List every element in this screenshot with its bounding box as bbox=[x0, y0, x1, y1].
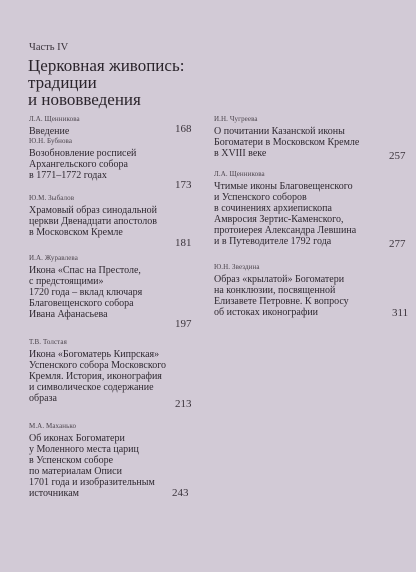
entry-title-line: и символическое содержание bbox=[29, 382, 154, 393]
entry-title-line: и Успенского соборов bbox=[214, 192, 307, 203]
entry-author: Л.А. Щенникова bbox=[214, 170, 265, 178]
toc-entry[interactable] bbox=[29, 254, 142, 320]
entry-title bbox=[29, 148, 136, 181]
entry-title-line: Возобновление росписей bbox=[29, 148, 137, 159]
entry-title-line: у Моленного места цариц bbox=[29, 444, 139, 455]
entry-title-line: с предстоящими» bbox=[29, 276, 104, 287]
entry-title-line: Чтимые иконы Благовещенского bbox=[214, 181, 353, 192]
toc-entry[interactable] bbox=[29, 338, 166, 404]
entry-author: Т.В. Толстая bbox=[29, 338, 67, 346]
entry-title-line: Благовещенского собора bbox=[29, 298, 134, 309]
toc-entry[interactable] bbox=[214, 115, 359, 159]
entry-author: Ю.Н. Бубнова bbox=[29, 137, 73, 145]
entry-author: И.А. Журавлева bbox=[29, 254, 78, 262]
entry-page-number: 311 bbox=[392, 307, 409, 319]
entry-title-line: Успенского собора Московского bbox=[29, 360, 167, 371]
entry-title-line: церкви Двенадцати апостолов bbox=[29, 216, 157, 227]
entry-title bbox=[29, 126, 80, 137]
entry-author: Л.А. Щенникова bbox=[29, 115, 80, 123]
entry-title-line: в Московском Кремле bbox=[29, 227, 123, 238]
entry-title-line: О почитании Казанской иконы bbox=[214, 126, 345, 137]
entry-title-line: и в Путеводителе 1792 года bbox=[214, 236, 332, 247]
section-title-line: Церковная живопись: bbox=[28, 56, 185, 75]
section-title-line: традиции bbox=[28, 73, 97, 92]
section-title bbox=[28, 57, 184, 108]
entry-title-line: на конклюзии, посвященной bbox=[214, 285, 336, 296]
entry-title-line: 1720 года – вклад ключаря bbox=[29, 287, 143, 298]
entry-title-line: Амвросия Зертис-Каменского, bbox=[214, 214, 344, 225]
entry-title-line: 1701 года и изобразительным bbox=[29, 477, 155, 488]
entry-title-line: Икона «Спас на Престоле, bbox=[29, 265, 141, 276]
entry-page-number: 213 bbox=[175, 398, 192, 410]
entry-title-line: Елизавете Петровне. К вопросу bbox=[214, 296, 349, 307]
toc-entry[interactable] bbox=[29, 194, 157, 238]
entry-title-line: Введение bbox=[29, 126, 70, 137]
entry-page-number: 197 bbox=[175, 318, 192, 330]
entry-page-number: 257 bbox=[389, 150, 406, 162]
entry-title-line: Образ «крылатой» Богоматери bbox=[214, 274, 345, 285]
entry-title-line: Богоматери в Московском Кремле bbox=[214, 137, 360, 148]
entry-title-line: Икона «Богоматерь Кипрская» bbox=[29, 349, 160, 360]
entry-title-line: в 1771–1772 годах bbox=[29, 170, 107, 181]
entry-title-line: в XVIII веке bbox=[214, 148, 267, 159]
entry-page-number: 173 bbox=[175, 179, 192, 191]
entry-page-number: 243 bbox=[172, 487, 189, 499]
entry-title bbox=[29, 433, 155, 499]
entry-title-line: источникам bbox=[29, 488, 79, 499]
entry-title bbox=[214, 126, 359, 159]
entry-page-number: 168 bbox=[175, 123, 192, 135]
entry-title-line: в сочинениях архиепископа bbox=[214, 203, 332, 214]
entry-title-line: Ивана Афанасьева bbox=[29, 309, 108, 320]
toc-entry[interactable] bbox=[214, 170, 356, 247]
entry-title bbox=[29, 265, 142, 320]
entry-title bbox=[29, 349, 166, 404]
entry-author: И.Н. Чугреева bbox=[214, 115, 258, 123]
entry-title-line: Об иконах Богоматери bbox=[29, 433, 125, 444]
entry-title bbox=[214, 181, 356, 247]
entry-title-line: образа bbox=[29, 393, 57, 404]
entry-title-line: об истоках иконографии bbox=[214, 307, 319, 318]
toc-entry[interactable] bbox=[29, 115, 80, 137]
entry-title-line: в Успенском соборе bbox=[29, 455, 114, 466]
entry-title-line: Архангельского собора bbox=[29, 159, 128, 170]
entry-author: Ю.Н. Звездина bbox=[214, 263, 260, 271]
part-label: Часть IV bbox=[29, 42, 69, 53]
section-title-line: и нововведения bbox=[28, 90, 141, 109]
entry-page-number: 277 bbox=[389, 238, 406, 250]
entry-title-line: Кремля. История, иконография bbox=[29, 371, 162, 382]
entry-author: М.А. Маханько bbox=[29, 422, 77, 430]
entry-title bbox=[214, 274, 349, 318]
toc-entry[interactable] bbox=[29, 422, 155, 499]
entry-title-line: протоиерея Александра Левшина bbox=[214, 225, 357, 236]
toc-entry[interactable] bbox=[214, 263, 349, 318]
entry-page-number: 181 bbox=[175, 237, 192, 249]
entry-author: Ю.М. Зыбалов bbox=[29, 194, 75, 202]
entry-title bbox=[29, 205, 157, 238]
entry-title-line: Храмовый образ синодальной bbox=[29, 205, 157, 216]
toc-entry[interactable] bbox=[29, 137, 136, 181]
entry-title-line: по материалам Описи bbox=[29, 466, 122, 477]
